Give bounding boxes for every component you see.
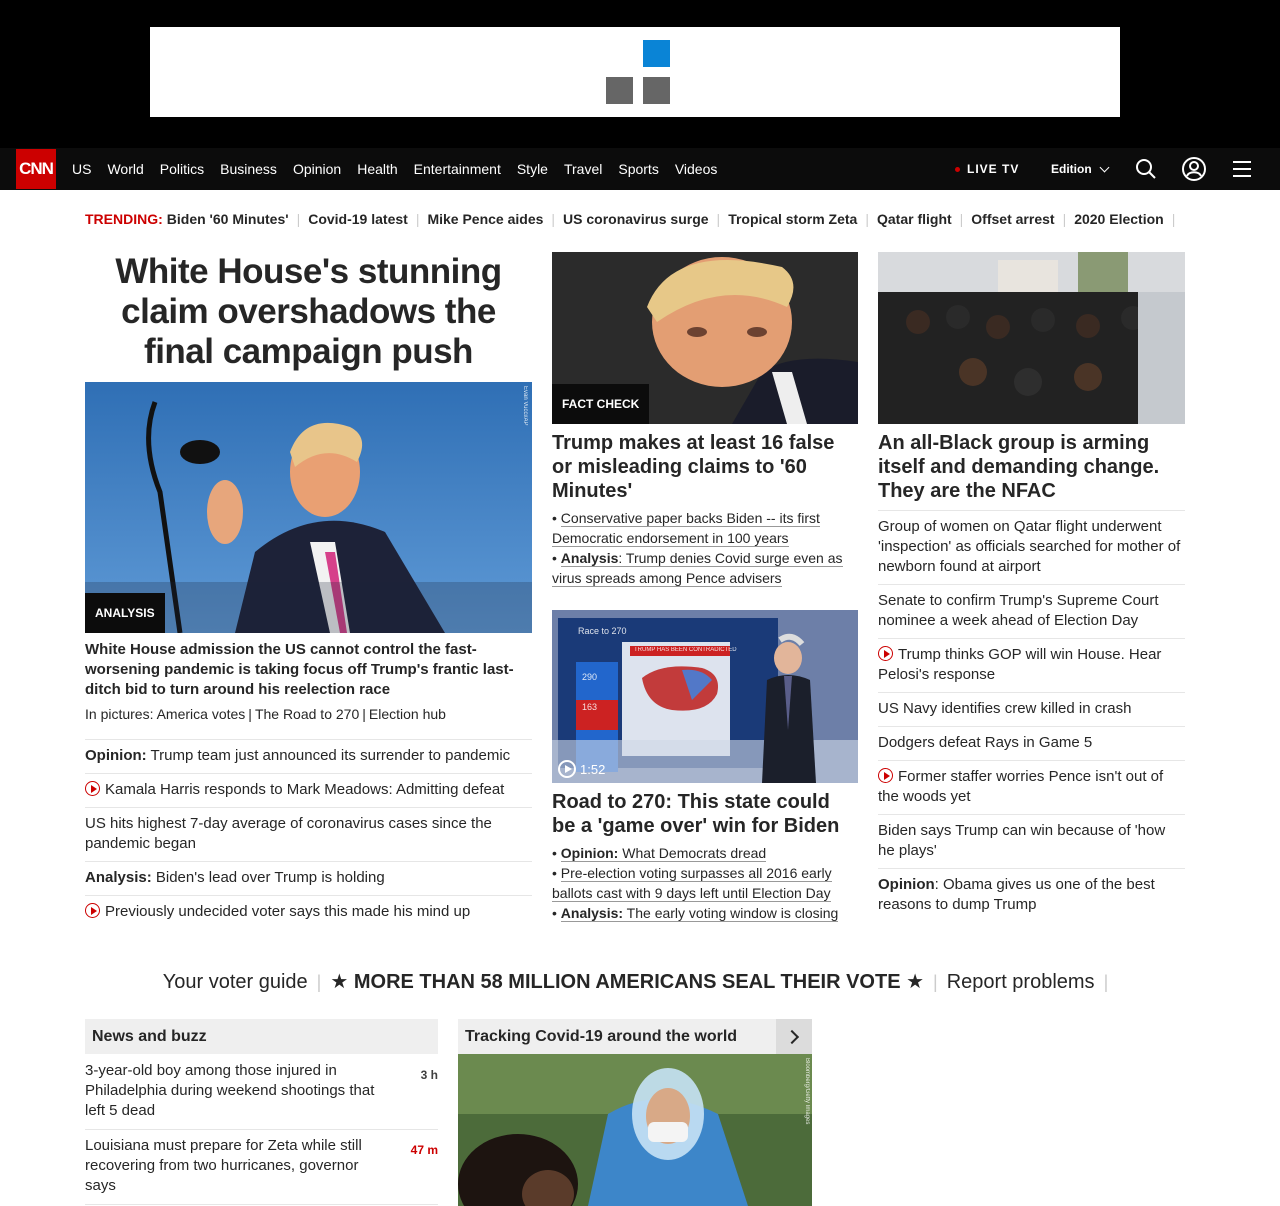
list-item-text: : Obama gives us one of the best reasons to dump Trump	[878, 876, 1155, 913]
video-duration	[558, 760, 605, 778]
trending-item[interactable]: Tropical storm Zeta	[728, 211, 858, 227]
play-circle-icon	[558, 760, 576, 778]
list-item[interactable]	[878, 868, 1185, 922]
bullet-text: : Trump denies Covid surge even as virus spreads among Pence advisers	[552, 550, 843, 586]
list-item[interactable]	[878, 692, 1185, 726]
news-buzz-header: News and buzz	[85, 1019, 438, 1054]
trending-item[interactable]: Mike Pence aides	[427, 211, 544, 227]
covid-image[interactable]	[458, 1054, 812, 1206]
nfac-image[interactable]	[878, 252, 1185, 424]
lead-links: In pictures: America votes | The Road to 270 | Election hub	[85, 706, 446, 722]
link-election-hub[interactable]: Election hub	[368, 706, 446, 722]
kicker: Analysis	[560, 550, 619, 566]
col3-story-list	[878, 510, 1185, 922]
hamburger-menu-icon[interactable]	[1230, 157, 1254, 181]
ad-loading-icon	[606, 40, 670, 104]
divider	[85, 1204, 438, 1205]
lead-image[interactable]	[85, 382, 532, 633]
road-to-270-bullets	[552, 843, 858, 923]
bullet-text: What Democrats dread	[618, 845, 767, 861]
nav-link-travel[interactable]: Travel	[563, 161, 603, 177]
duration-text: 1:52	[580, 761, 606, 777]
next-arrow-button[interactable]	[776, 1019, 812, 1054]
list-item[interactable]	[878, 760, 1185, 814]
main-nav	[0, 148, 1280, 190]
bullet-item[interactable]: • Opinion: What Democrats dread	[552, 845, 767, 861]
road-to-270-video[interactable]	[552, 610, 858, 783]
news-item-time: 47 m	[410, 1143, 438, 1157]
list-item-text: Kamala Harris responds to Mark Meadows: Admitting defeat	[105, 781, 505, 798]
trending-item[interactable]: Covid-19 latest	[308, 211, 408, 227]
road-to-270-headline[interactable]: Road to 270: This state could be a 'game over' win for Biden	[552, 791, 840, 837]
fact-check-headline[interactable]: Trump makes at least 16 false or misleading claims to '60 Minutes'	[552, 432, 835, 502]
screen-number: 163	[582, 702, 598, 712]
vote-count-banner[interactable]: ★ MORE THAN 58 MILLION AMERICANS SEAL THEIR VOTE ★	[330, 971, 925, 993]
list-item-text: Trump thinks GOP will win House. Hear Pelosi's response	[878, 646, 1162, 683]
edition-label: Edition	[1051, 162, 1092, 176]
bullet-text: Conservative paper backs Biden -- its first Democratic endorsement in 100 years	[552, 510, 820, 546]
screen-subtitle: TRUMP HAS BEEN CONTRADICTED	[634, 647, 737, 653]
nfac-headline[interactable]: An all-Black group is arming itself and demanding change. They are the NFAC	[878, 432, 1160, 502]
edition-dropdown[interactable]	[1051, 162, 1108, 176]
screen-number: 290	[582, 672, 598, 682]
list-item-text: US hits highest 7-day average of coronavirus cases since the pandemic began	[85, 815, 492, 852]
live-tv-label: LIVE TV	[967, 162, 1020, 176]
bullet-item[interactable]: • Analysis: The early voting window is closing	[552, 905, 839, 921]
trending-item[interactable]: 2020 Election	[1074, 211, 1164, 227]
list-item-text: Trump team just announced its surrender to pandemic	[146, 747, 511, 764]
list-item[interactable]	[85, 773, 532, 807]
kicker: Analysis:	[560, 905, 624, 921]
list-item[interactable]	[85, 895, 532, 929]
news-buzz-item[interactable]	[85, 1061, 438, 1121]
lead-story-list	[85, 739, 532, 929]
trending-item[interactable]: US coronavirus surge	[563, 211, 709, 227]
list-item[interactable]	[878, 638, 1185, 692]
nav-link-health[interactable]: Health	[357, 161, 398, 177]
trending-item[interactable]: Biden '60 Minutes'	[166, 211, 289, 227]
trending-item[interactable]: Offset arrest	[971, 211, 1055, 227]
fact-check-badge: FACT CHECK	[552, 384, 649, 424]
fact-check-image[interactable]	[552, 252, 858, 424]
list-item-text: Biden says Trump can win because of 'how he plays'	[878, 822, 1166, 859]
chevron-down-icon	[1099, 162, 1109, 172]
list-item-text: Previously undecided voter says this made his mind up	[105, 903, 471, 920]
lead-headline[interactable]: White House's stunning claim overshadows the final campaign push	[115, 252, 502, 371]
image-credit: Evan Vucci/AP	[522, 386, 528, 426]
list-item[interactable]	[878, 584, 1185, 638]
list-item[interactable]	[85, 739, 532, 773]
kicker: Analysis:	[85, 869, 152, 886]
lead-subheadline[interactable]: White House admission the US cannot control the fast-worsening pandemic is taking focus off Trump's frantic last-ditch bid to turn around his reelection race	[85, 641, 514, 698]
nav-link-videos[interactable]: Videos	[674, 161, 718, 177]
list-item[interactable]	[878, 510, 1185, 584]
link-road-to-270[interactable]: The Road to 270	[254, 706, 360, 722]
bullet-text: Pre-election voting surpasses all 2016 early ballots cast with 9 days left until Election Day	[552, 865, 832, 901]
list-item-text: Former staffer worries Pence isn't out of the woods yet	[878, 768, 1164, 805]
trending-bar: TRENDING: Biden '60 Minutes' | Covid-19 latest | Mike Pence aides | US coronavirus surge | Tropical storm Zeta | Qatar flight | Offset arrest | 2020 Election |	[85, 211, 1176, 227]
bullet-text: The early voting window is closing	[623, 905, 839, 921]
nav-link-business[interactable]: Business	[220, 161, 277, 177]
cnn-logo[interactable]: CNN	[16, 149, 56, 189]
list-item-text: Biden's lead over Trump is holding	[151, 869, 385, 886]
news-buzz-item[interactable]	[85, 1136, 438, 1196]
chevron-right-icon	[785, 1029, 799, 1043]
kicker: Opinion:	[560, 845, 619, 861]
image-credit: Bloomberg/Getty Images	[804, 1058, 810, 1125]
nav-link-entertainment[interactable]: Entertainment	[413, 161, 501, 177]
kicker: Opinion	[878, 876, 935, 893]
play-video-icon	[85, 903, 100, 918]
list-item[interactable]	[878, 814, 1185, 868]
nav-link-us[interactable]: US	[72, 161, 92, 177]
list-item[interactable]	[85, 807, 532, 861]
kicker: Opinion:	[85, 747, 147, 764]
report-problems-link[interactable]: Report problems	[946, 971, 1095, 993]
play-video-icon	[85, 781, 100, 796]
voter-guide-bar: Your voter guide | ★ MORE THAN 58 MILLION AMERICANS SEAL THEIR VOTE ★ | Report problems |	[162, 971, 1109, 993]
live-dot-icon	[955, 167, 960, 172]
nav-link-style[interactable]: Style	[516, 161, 548, 177]
nav-link-world[interactable]: World	[107, 161, 144, 177]
account-icon[interactable]	[1182, 157, 1206, 181]
screen-title: Race to 270	[578, 626, 627, 636]
divider	[85, 1129, 438, 1130]
ad-banner-area	[0, 0, 1280, 148]
news-item-text: Louisiana must prepare for Zeta while still recovering from two hurricanes, governor says	[85, 1137, 362, 1194]
trending-item[interactable]: Qatar flight	[876, 211, 952, 227]
nav-link-sports[interactable]: Sports	[618, 161, 659, 177]
nav-link-opinion[interactable]: Opinion	[292, 161, 342, 177]
list-item[interactable]	[878, 726, 1185, 760]
list-item-text: Senate to confirm Trump's Supreme Court nominee a week ahead of Election Day	[878, 592, 1159, 629]
trending-label: TRENDING:	[85, 211, 163, 227]
fact-check-bullets	[552, 508, 858, 588]
nav-links	[72, 148, 733, 190]
link-in-pictures[interactable]: In pictures: America votes	[85, 706, 246, 722]
news-item-time: 3 h	[420, 1068, 438, 1082]
play-video-icon	[878, 646, 893, 661]
list-item-text: Group of women on Qatar flight underwent 'inspection' as officials searched for mother of newborn found at airport	[878, 518, 1181, 575]
list-item-text: Dodgers defeat Rays in Game 5	[878, 734, 1093, 751]
bullet-item[interactable]: • Analysis: Trump denies Covid surge even as virus spreads among Pence advisers	[552, 550, 843, 586]
search-icon[interactable]	[1134, 157, 1158, 181]
play-video-icon	[878, 768, 893, 783]
list-item[interactable]	[85, 861, 532, 895]
bullet-item[interactable]: • Pre-election voting surpasses all 2016 early ballots cast with 9 days left until Election Day	[552, 865, 832, 901]
analysis-badge: ANALYSIS	[85, 593, 165, 633]
live-tv-button[interactable]	[955, 162, 1019, 176]
nav-link-politics[interactable]: Politics	[159, 161, 205, 177]
news-item-text: 3-year-old boy among those injured in Philadelphia during weekend shootings that left 5 dead	[85, 1062, 375, 1119]
covid-box-header[interactable]: Tracking Covid-19 around the world	[458, 1019, 776, 1054]
list-item-text: US Navy identifies crew killed in crash	[878, 700, 1132, 717]
bullet-item[interactable]: • Conservative paper backs Biden -- its first Democratic endorsement in 100 years	[552, 510, 820, 546]
voter-guide-link[interactable]: Your voter guide	[162, 971, 308, 993]
